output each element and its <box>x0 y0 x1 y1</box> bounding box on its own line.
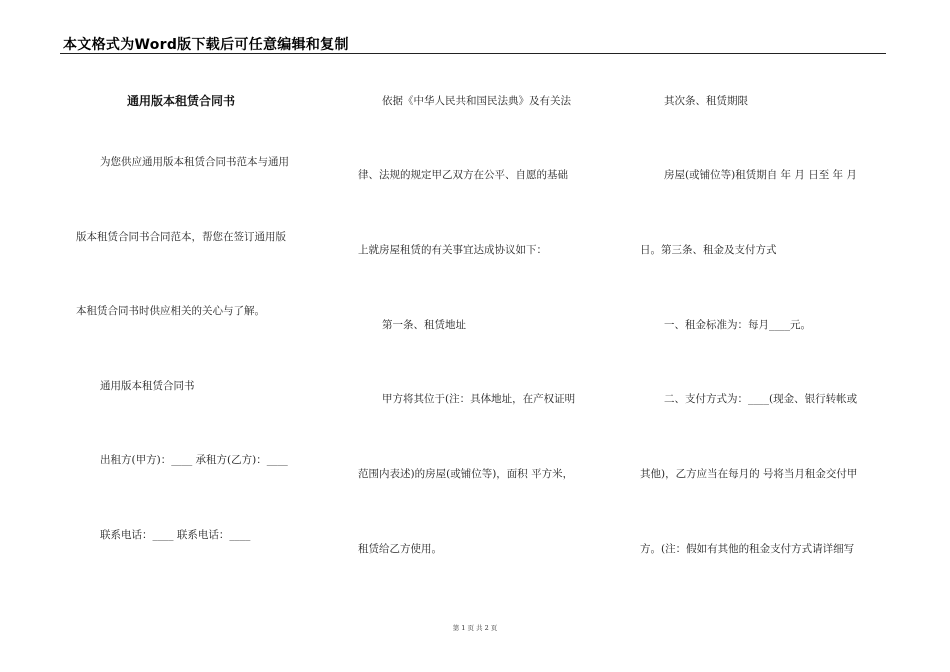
paragraph-line: 房屋(或铺位等)租赁期自 年 月 日至 年 月 <box>664 169 857 181</box>
paragraph-line: 上就房屋租赁的有关事宜达成协议如下： <box>358 244 547 256</box>
paragraph-line: 通用版本租赁合同书 <box>100 380 195 392</box>
header-divider <box>60 53 886 54</box>
page-number: 第 1 页 共 2 页 <box>452 624 498 632</box>
paragraph-line: 依据《中华人民共和国民法典》及有关法 <box>382 95 571 107</box>
paragraph-line: 日。第三条、租金及支付方式 <box>640 244 777 256</box>
paragraph-line: 二、支付方式为：____(现金、银行转帐或 <box>664 393 858 405</box>
paragraph-line: 甲方将其位于(注：具体地址，在产权证明 <box>382 393 576 405</box>
paragraph-line: 范围内表述)的房屋(或铺位等)，面积 平方米， <box>358 468 574 480</box>
paragraph-line: 出租方(甲方)：____ 承租方(乙方)：____ <box>100 454 288 466</box>
paragraph-line: 第一条、租赁地址 <box>382 319 466 331</box>
document-header: 本文格式为Word版下载后可任意编辑和复制 <box>63 37 349 53</box>
paragraph-line: 其次条、租赁期限 <box>664 95 748 107</box>
paragraph-line: 律、法规的规定甲乙双方在公平、自愿的基础 <box>358 169 568 181</box>
paragraph-line: 其他)，乙方应当在每月的 号将当月租金交付甲 <box>640 468 858 480</box>
paragraph-line: 为您供应通用版本租赁合同书范本与通用 <box>100 156 289 168</box>
paragraph-line: 租赁给乙方使用。 <box>358 543 442 555</box>
paragraph-line: 联系电话：____ 联系电话：____ <box>100 529 251 541</box>
paragraph-line: 本租赁合同书时供应相关的关心与了解。 <box>76 305 265 317</box>
paragraph-line: 一、租金标准为：每月____元。 <box>664 319 811 331</box>
paragraph-line: 方。(注：假如有其他的租金支付方式请详细写 <box>640 543 855 555</box>
paragraph-line: 版本租赁合同书合同范本，帮您在签订通用版 <box>76 231 286 243</box>
doc-title: 通用版本租赁合同书 <box>127 94 236 108</box>
